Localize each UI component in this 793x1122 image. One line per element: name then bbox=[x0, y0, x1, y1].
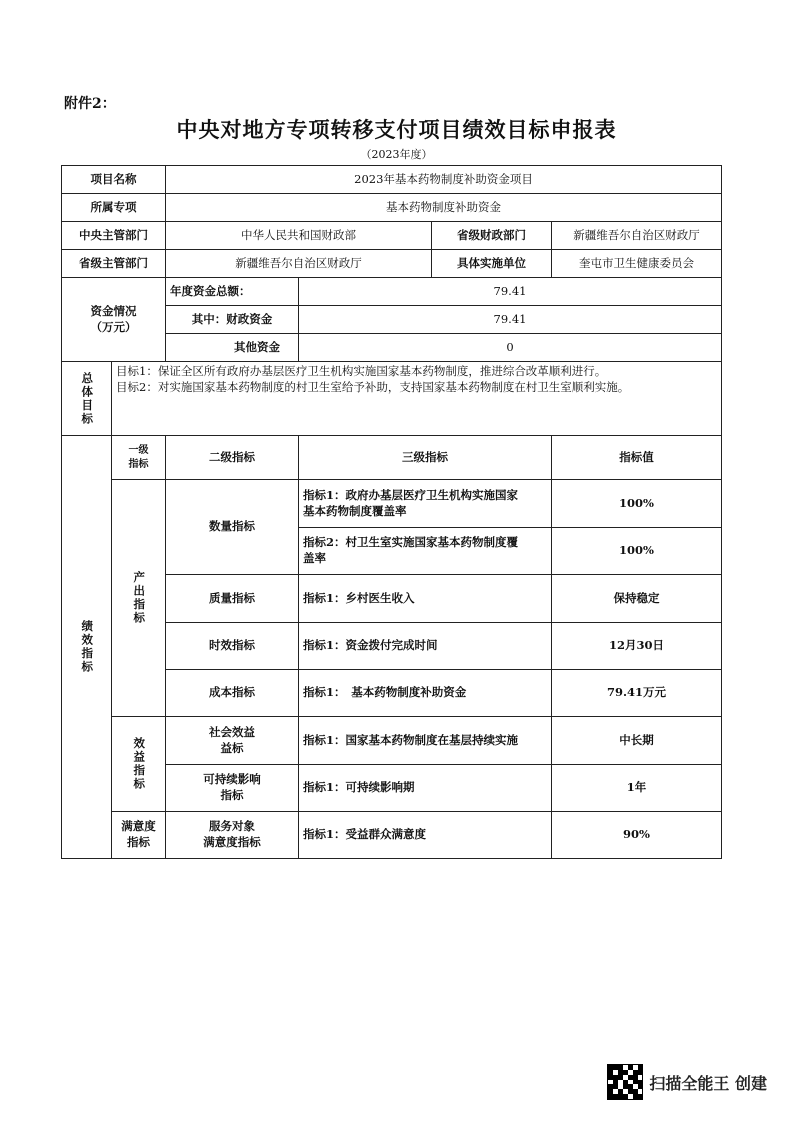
quantity-label: 数量指标 bbox=[166, 480, 299, 575]
header-level3: 三级指标 bbox=[299, 436, 552, 480]
header-level1-line2: 指标 bbox=[128, 458, 149, 470]
sustain-value: 1年 bbox=[552, 765, 722, 812]
project-name-label: 项目名称 bbox=[62, 166, 166, 194]
row-goals bbox=[62, 362, 722, 436]
header-level2: 二级指标 bbox=[166, 436, 299, 480]
social-benefit-line2: 益标 bbox=[220, 740, 244, 755]
sustain-indicator: 指标1：可持续影响期 bbox=[299, 765, 552, 812]
cost-value: 79.41万元 bbox=[552, 670, 722, 717]
row-indicator-header bbox=[62, 436, 722, 480]
central-dept-label: 中央主管部门 bbox=[62, 222, 166, 250]
time-label: 时效指标 bbox=[166, 623, 299, 670]
scanner-footer bbox=[607, 1064, 767, 1100]
social-benefit-label bbox=[166, 717, 299, 765]
row-project-name bbox=[62, 166, 722, 194]
quantity-1-line2: 基本药物制度覆盖率 bbox=[303, 503, 407, 518]
output-label: 产出指标 bbox=[112, 480, 166, 717]
year-label: （2023年度） bbox=[360, 148, 433, 161]
prov-dept-value: 新疆维吾尔自治区财政厅 bbox=[166, 250, 432, 278]
row-special bbox=[62, 194, 722, 222]
service-line1: 服务对象 bbox=[209, 819, 255, 834]
goal-1: 目标1：保证全区所有政府办基层医疗卫生机构实施国家基本药物制度，推进综合改革顺利进行。 bbox=[116, 364, 607, 378]
quantity-2-line2: 盖率 bbox=[303, 551, 326, 565]
funds-label bbox=[62, 278, 166, 362]
quantity-1-line1: 指标1：政府办基层医疗卫生机构实施国家 bbox=[303, 487, 518, 502]
funds-label-line2: （万元） bbox=[90, 319, 137, 334]
quantity-1-indicator bbox=[299, 480, 552, 528]
row-prov-dept bbox=[62, 250, 722, 278]
page-title: 中央对地方专项转移支付项目绩效目标申报表 bbox=[176, 117, 617, 142]
row-central-dept bbox=[62, 222, 722, 250]
funds-label-line1: 资金情况 bbox=[90, 303, 137, 318]
quality-value: 保持稳定 bbox=[552, 575, 722, 623]
header-level1 bbox=[112, 436, 166, 480]
goals-content bbox=[112, 362, 722, 436]
prov-finance-value: 新疆维吾尔自治区财政厅 bbox=[552, 222, 722, 250]
quantity-2-line1: 指标2：村卫生室实施国家基本药物制度覆 bbox=[303, 535, 518, 550]
social-benefit-indicator: 指标1：国家基本药物制度在基层持续实施 bbox=[299, 717, 552, 765]
social-benefit-value: 中长期 bbox=[552, 717, 722, 765]
attachment-label: 附件2： bbox=[64, 96, 116, 112]
special-value: 基本药物制度补助资金 bbox=[166, 194, 722, 222]
header-level1-line1: 一级 bbox=[128, 445, 149, 456]
cost-indicator: 指标1： 基本药物制度补助资金 bbox=[299, 670, 552, 717]
time-value: 12月30日 bbox=[552, 623, 722, 670]
service-label bbox=[166, 812, 299, 859]
goals-label: 总体目标 bbox=[62, 362, 112, 436]
project-name-value: 2023年基本药物制度补助资金项目 bbox=[166, 166, 722, 194]
satisfaction-value: 90% bbox=[552, 812, 722, 859]
satisfaction-label bbox=[112, 812, 166, 859]
quantity-1-value: 100% bbox=[552, 480, 722, 528]
quantity-2-indicator bbox=[299, 528, 552, 575]
funds-other-value: 0 bbox=[299, 334, 722, 362]
sustain-line2: 指标 bbox=[220, 788, 244, 802]
satisfaction-line1: 满意度 bbox=[121, 819, 156, 834]
row-funds-total bbox=[62, 278, 722, 306]
satisfaction-line2: 指标 bbox=[127, 835, 150, 849]
sustain-label bbox=[166, 765, 299, 812]
central-dept-value: 中华人民共和国财政部 bbox=[166, 222, 432, 250]
time-indicator: 指标1：资金拨付完成时间 bbox=[299, 623, 552, 670]
goal-2: 目标2：对实施国家基本药物制度的村卫生室给予补助，支持国家基本药物制度在村卫生室顺利实施。 bbox=[116, 379, 630, 394]
prov-dept-label: 省级主管部门 bbox=[62, 250, 166, 278]
quality-indicator: 指标1：乡村医生收入 bbox=[299, 575, 552, 623]
funds-total-value: 79.41 bbox=[299, 278, 722, 306]
indicators-section-label: 绩效指标 bbox=[62, 436, 112, 859]
sustain-line1: 可持续影响 bbox=[203, 772, 261, 787]
impl-label: 具体实施单位 bbox=[432, 250, 552, 278]
satisfaction-indicator: 指标1：受益群众满意度 bbox=[299, 812, 552, 859]
scanner-footer-text: 扫描全能王 创建 bbox=[649, 1073, 767, 1093]
funds-finance-label: 其中：财政资金 bbox=[166, 306, 299, 334]
funds-total-label: 年度资金总额： bbox=[166, 278, 299, 306]
social-benefit-line1: 社会效益 bbox=[209, 724, 255, 739]
funds-other-label: 其他资金 bbox=[166, 334, 299, 362]
cost-label: 成本指标 bbox=[166, 670, 299, 717]
row-social-benefit bbox=[62, 717, 722, 765]
benefit-label: 效益指标 bbox=[112, 717, 166, 812]
quality-label: 质量指标 bbox=[166, 575, 299, 623]
special-label: 所属专项 bbox=[62, 194, 166, 222]
prov-finance-label: 省级财政部门 bbox=[432, 222, 552, 250]
performance-table bbox=[61, 165, 722, 859]
header-value: 指标值 bbox=[552, 436, 722, 480]
quantity-2-value: 100% bbox=[552, 528, 722, 575]
row-satisfaction bbox=[62, 812, 722, 859]
funds-finance-value: 79.41 bbox=[299, 306, 722, 334]
service-line2: 满意度指标 bbox=[203, 835, 261, 849]
row-quantity-1 bbox=[62, 480, 722, 528]
impl-value: 奎屯市卫生健康委员会 bbox=[552, 250, 722, 278]
qr-code-icon bbox=[607, 1064, 643, 1100]
